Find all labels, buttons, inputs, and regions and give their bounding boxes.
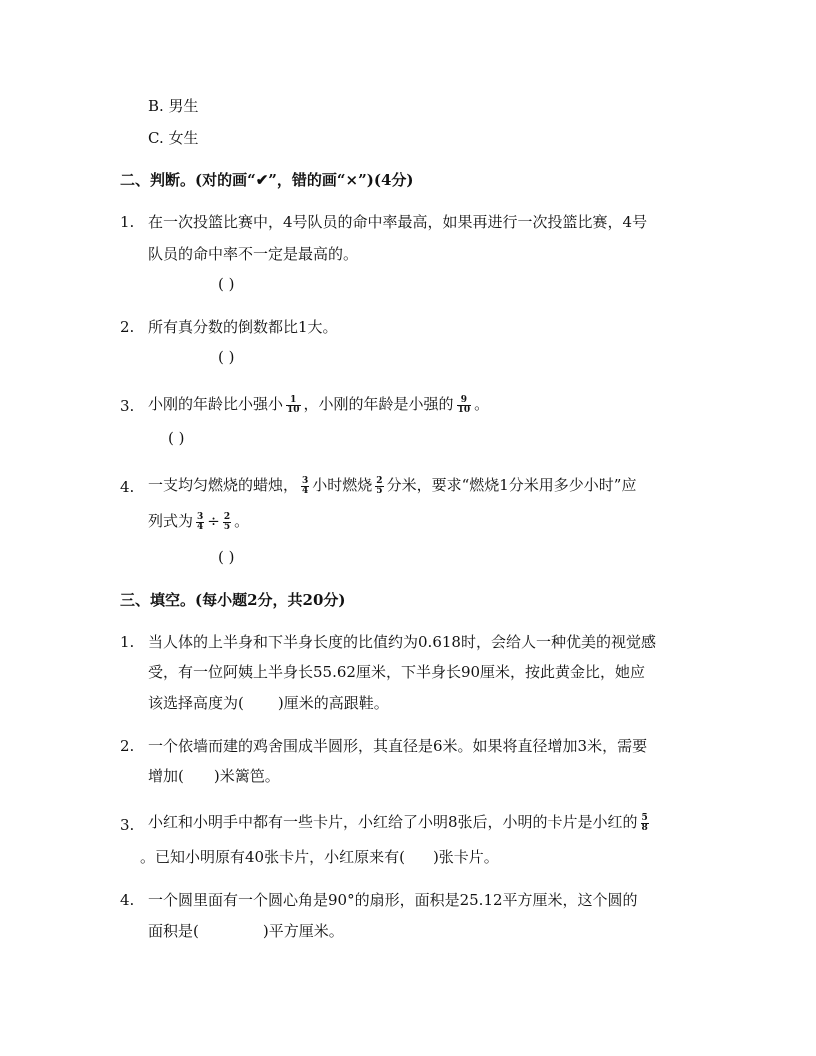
- s3-q4-line1: 一个圆里面有一个圆心角是90°的扇形，面积是25.12平方厘米，这个圆的: [148, 891, 638, 909]
- denominator: 5: [223, 521, 231, 532]
- s2-q1-number: 1.: [120, 213, 135, 231]
- s3-q4-text-a: 面积是(: [148, 922, 199, 940]
- s2-q4-text-a: 一支均匀燃烧的蜡烛，: [148, 476, 299, 494]
- section-3-title: 三、填空。(每小题2分，共20分): [120, 591, 346, 609]
- s2-q4-text-d: 列式为: [148, 512, 194, 530]
- option-c: C. 女生: [148, 129, 199, 147]
- denominator: 5: [376, 485, 383, 496]
- s3-q1-line1: 当人体的上半身和下半身长度的比值约为0.618时，会给人一种优美的视觉感: [148, 633, 656, 651]
- fraction: [641, 814, 649, 833]
- numerator: 9: [460, 394, 467, 405]
- s3-q2-line1: 一个依墙而建的鸡舍围成半圆形，其直径是6米。如果将直径增加3米，需要: [148, 737, 648, 755]
- s3-q2-text-b: )米篱笆。: [213, 767, 280, 785]
- denominator: 10: [287, 404, 300, 415]
- divide-operator: ÷: [207, 512, 220, 530]
- s2-q3-line1: [148, 394, 489, 415]
- s2-q4-text-c: 分米，要求“燃烧1分米用多少小时”应: [386, 476, 637, 494]
- fraction: [301, 477, 309, 496]
- s2-q3-answer-paren: ( ): [168, 429, 185, 447]
- s2-q4-line2: [148, 511, 249, 532]
- s3-q2-number: 2.: [120, 737, 135, 755]
- denominator: 10: [457, 404, 471, 415]
- s3-q1-line2: 受，有一位阿姨上半身长55.62厘米，下半身长90厘米，按此黄金比，她应: [148, 663, 646, 681]
- numerator: 5: [641, 812, 648, 823]
- s3-q3-number: 3.: [120, 816, 135, 834]
- option-b: B. 男生: [148, 97, 199, 115]
- s3-q2-line2: [148, 766, 280, 786]
- s2-q3-number: 3.: [120, 397, 135, 415]
- s2-q4-answer-paren: ( ): [218, 548, 235, 566]
- s2-q3-text-a: 小刚的年龄比小强小: [148, 395, 284, 413]
- numerator: 2: [376, 475, 383, 486]
- section-2-title: 二、判断。(对的画“✔”，错的画“×”)(4分): [120, 171, 414, 189]
- s3-q4-text-b: )平方厘米。: [262, 922, 344, 940]
- numerator: 3: [197, 511, 204, 522]
- s3-q4-number: 4.: [120, 891, 135, 909]
- s3-q3-line2: [140, 847, 499, 867]
- s2-q4-number: 4.: [120, 478, 135, 496]
- s2-q4-text-b: 小时燃烧: [312, 476, 373, 494]
- fraction: [375, 477, 383, 496]
- numerator: 3: [302, 475, 309, 486]
- s2-q4-line1: [148, 475, 636, 496]
- s2-q1-line2: 队员的命中率不一定是最高的。: [148, 245, 359, 263]
- s2-q2-answer-paren: ( ): [218, 348, 235, 366]
- fraction: [223, 513, 231, 532]
- s2-q2-line1: 所有真分数的倒数都比1大。: [148, 318, 338, 336]
- s2-q3-text-c: 。: [474, 395, 490, 413]
- s3-q1-text-b: )厘米的高跟鞋。: [277, 694, 389, 712]
- numerator: 1: [290, 394, 297, 405]
- s3-q3-line1: [148, 812, 652, 833]
- denominator: 8: [641, 822, 648, 833]
- s2-q1-line1: 在一次投篮比赛中，4号队员的命中率最高，如果再进行一次投篮比赛，4号: [148, 213, 648, 231]
- denominator: 4: [197, 521, 204, 532]
- s2-q4-text-e: 。: [234, 512, 250, 530]
- s3-q3-text-c: )张卡片。: [432, 848, 499, 866]
- s3-q1-text-a: 该选择高度为(: [148, 694, 244, 712]
- s3-q3-text-a: 小红和小明手中都有一些卡片，小红给了小明8张后，小明的卡片是小红的: [148, 813, 638, 831]
- fraction: [196, 513, 204, 532]
- s3-q4-line2: [148, 921, 344, 941]
- numerator: 2: [223, 511, 231, 522]
- s2-q1-answer-paren: ( ): [218, 275, 235, 293]
- s3-q1-number: 1.: [120, 633, 135, 651]
- s2-q3-text-b: ，小刚的年龄是小强的: [303, 395, 454, 413]
- s3-q1-line3: [148, 693, 389, 713]
- s2-q2-number: 2.: [120, 318, 135, 336]
- fraction: [457, 396, 472, 415]
- s3-q3-text-b: 。已知小明原有40张卡片，小红原来有(: [140, 848, 405, 866]
- s3-q2-text-a: 增加(: [148, 767, 184, 785]
- denominator: 4: [302, 485, 309, 496]
- fraction: [286, 396, 301, 415]
